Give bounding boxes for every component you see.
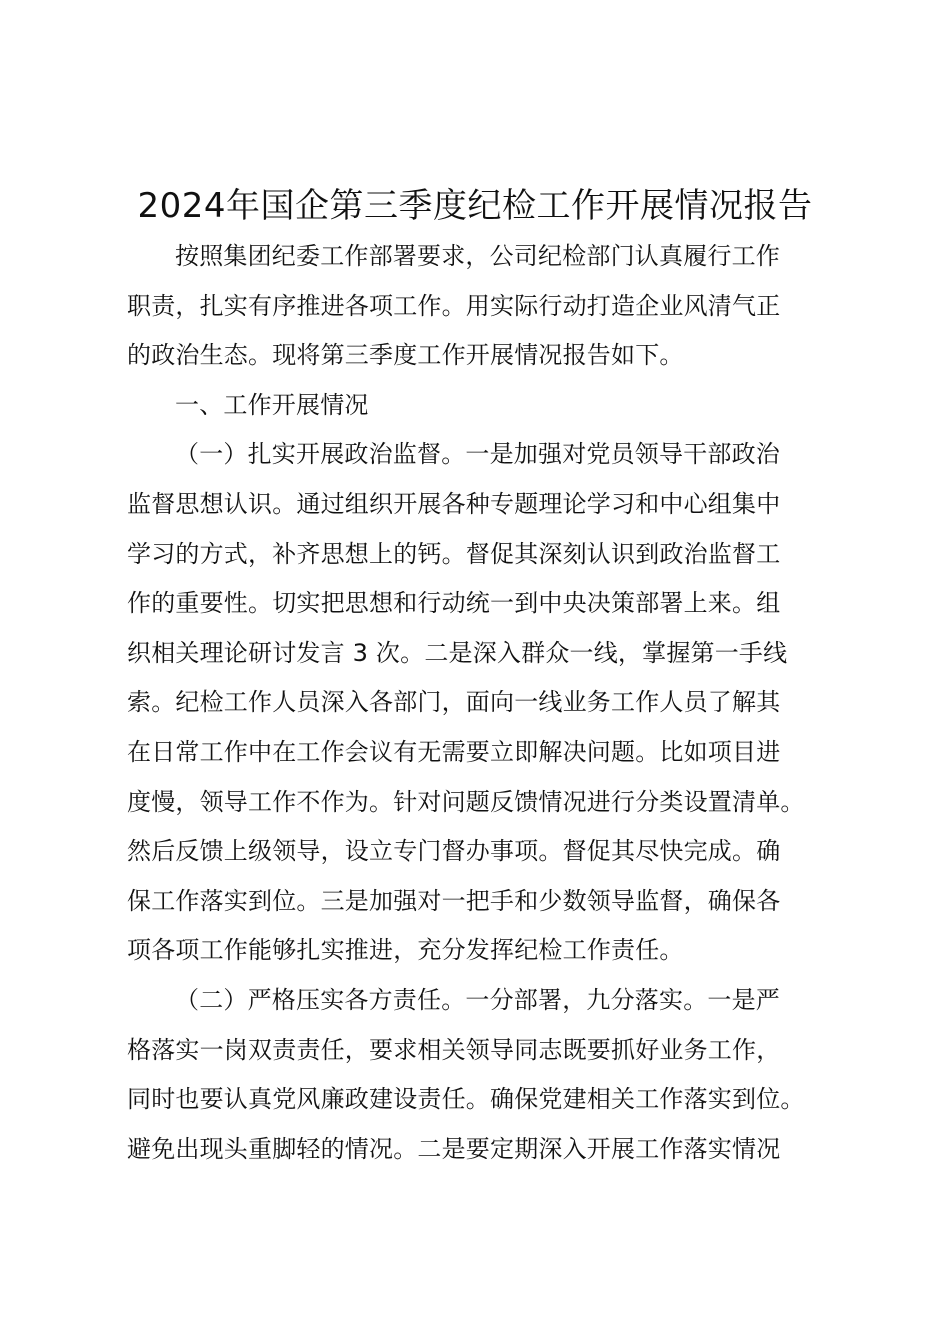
paragraph-line: 作的重要性。切实把思想和行动统一到中央决策部署上来。组 xyxy=(127,589,781,618)
paragraph-line: 避免出现头重脚轻的情况。二是要定期深入开展工作落实情况 xyxy=(127,1134,781,1163)
paragraph-line: （一）扎实开展政治监督。一是加强对党员领导干部政治 xyxy=(175,440,780,469)
subsection-paragraph-2 xyxy=(127,976,837,1174)
section-heading-text: 一、工作开展情况 xyxy=(175,390,369,419)
paragraph-line: 职责，扎实有序推进各项工作。用实际行动打造企业风清气正 xyxy=(127,291,781,320)
paragraph-line: 同时也要认真党风廉政建设责任。确保党建相关工作落实到位。 xyxy=(127,1085,805,1114)
paragraph-line: 的政治生态。现将第三季度工作开展情况报告如下。 xyxy=(127,341,684,370)
subsection-paragraph-1 xyxy=(127,430,837,976)
paragraph-line: 按照集团纪委工作部署要求，公司纪检部门认真履行工作 xyxy=(175,242,780,270)
paragraph-line: 学习的方式，补齐思想上的钙。督促其深刻认识到政治监督工 xyxy=(127,539,781,568)
paragraph-line: 然后反馈上级领导，设立专门督办事项。督促其尽快完成。确 xyxy=(127,837,781,866)
section-heading xyxy=(127,381,837,431)
intro-paragraph xyxy=(127,232,837,381)
paragraph-line: 度慢，领导工作不作为。针对问题反馈情况进行分类设置清单。 xyxy=(127,787,805,816)
document-title: 2024年国企第三季度纪检工作开展情况报告 xyxy=(137,186,813,226)
paragraph-line: 织相关理论研讨发言 3 次。二是深入群众一线，掌握第一手线 xyxy=(127,638,788,667)
paragraph-line: 项各项工作能够扎实推进，充分发挥纪检工作责任。 xyxy=(127,936,684,965)
paragraph-line: 在日常工作中在工作会议有无需要立即解决问题。比如项目进 xyxy=(127,737,781,766)
paragraph-line: （二）严格压实各方责任。一分部署，九分落实。一是严 xyxy=(175,985,780,1014)
document-body xyxy=(127,232,837,1174)
paragraph-line: 监督思想认识。通过组织开展各种专题理论学习和中心组集中 xyxy=(127,489,781,518)
paragraph-line: 索。纪检工作人员深入各部门，面向一线业务工作人员了解其 xyxy=(127,688,781,717)
paragraph-line: 保工作落实到位。三是加强对一把手和少数领导监督，确保各 xyxy=(127,886,781,915)
paragraph-line: 格落实一岗双责责任，要求相关领导同志既要抓好业务工作， xyxy=(127,1035,781,1064)
